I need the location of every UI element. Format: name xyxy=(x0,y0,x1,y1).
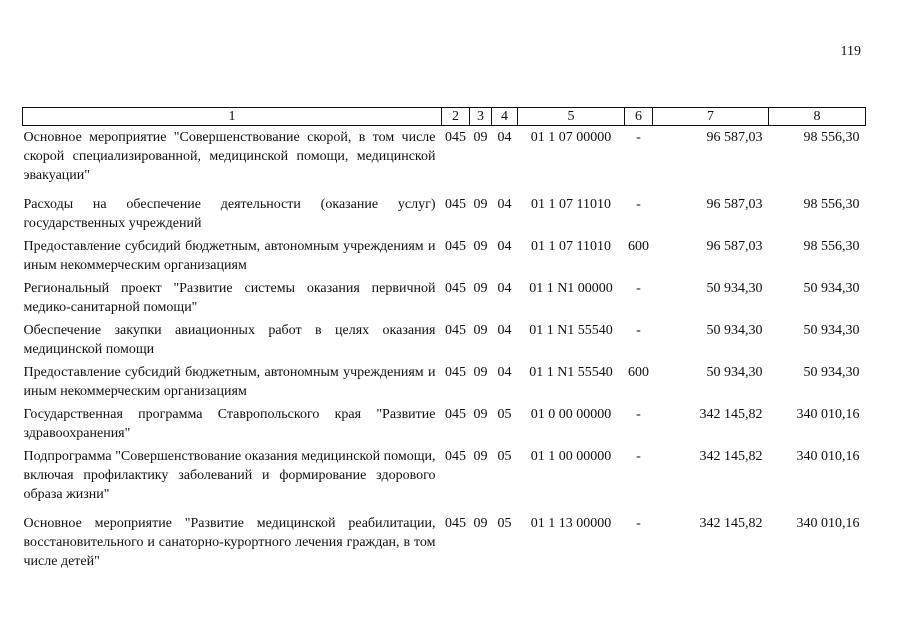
row-expense-type: - xyxy=(636,281,641,296)
table-row xyxy=(23,445,866,512)
row-amount-8: 340 010,16 xyxy=(796,449,860,464)
row-subsection: 04 xyxy=(497,239,512,254)
row-target: 01 0 00 00000 xyxy=(530,407,612,422)
row-name: Основное мероприятие "Развитие медицинской реабилитации, восстановительного и санаторно-курортного лечения граждан, в том числе детей" xyxy=(23,516,436,569)
row-ministry: 045 xyxy=(445,281,466,296)
row-amount-7: 50 934,30 xyxy=(706,323,763,338)
row-ministry: 045 xyxy=(445,407,466,422)
header-col-1: 1 xyxy=(23,108,442,126)
row-expense-type: - xyxy=(636,407,641,422)
row-amount-7: 342 145,82 xyxy=(699,516,763,531)
row-expense-type: 600 xyxy=(628,365,649,380)
table-row xyxy=(23,512,866,573)
row-amount-7: 50 934,30 xyxy=(706,281,763,296)
row-section: 09 xyxy=(473,407,488,422)
row-target: 01 1 N1 00000 xyxy=(529,281,613,296)
row-amount-7: 96 587,03 xyxy=(706,130,763,145)
header-col-7: 7 xyxy=(653,108,769,126)
table-row xyxy=(23,361,866,403)
row-subsection: 04 xyxy=(497,197,512,212)
table-row xyxy=(23,235,866,277)
row-subsection: 05 xyxy=(497,407,512,422)
row-subsection: 04 xyxy=(497,365,512,380)
row-amount-7: 342 145,82 xyxy=(699,449,763,464)
table-row xyxy=(23,193,866,235)
row-amount-7: 342 145,82 xyxy=(699,407,763,422)
row-name: Предоставление субсидий бюджетным, автономным учреждениям и иным некоммерческим организациям xyxy=(23,365,436,399)
row-amount-7: 96 587,03 xyxy=(706,239,763,254)
row-target: 01 1 00 00000 xyxy=(530,449,612,464)
row-amount-8: 50 934,30 xyxy=(803,323,860,338)
row-ministry: 045 xyxy=(445,323,466,338)
header-col-2: 2 xyxy=(442,108,470,126)
row-target: 01 1 07 11010 xyxy=(531,239,611,254)
row-name: Расходы на обеспечение деятельности (оказание услуг) государственных учреждений xyxy=(23,197,436,231)
row-amount-8: 98 556,30 xyxy=(803,197,860,212)
row-expense-type: - xyxy=(636,197,641,212)
row-amount-8: 50 934,30 xyxy=(803,281,860,296)
row-target: 01 1 N1 55540 xyxy=(529,323,613,338)
row-ministry: 045 xyxy=(445,449,466,464)
row-section: 09 xyxy=(473,281,488,296)
row-amount-8: 340 010,16 xyxy=(796,407,860,422)
row-name: Обеспечение закупки авиационных работ в целях оказания медицинской помощи xyxy=(23,323,436,357)
row-section: 09 xyxy=(473,323,488,338)
row-section: 09 xyxy=(473,449,488,464)
header-col-4: 4 xyxy=(492,108,518,126)
row-ministry: 045 xyxy=(445,197,466,212)
budget-table xyxy=(22,107,866,573)
row-amount-7: 96 587,03 xyxy=(706,197,763,212)
row-expense-type: - xyxy=(636,516,641,531)
header-col-3: 3 xyxy=(470,108,492,126)
row-name: Основное мероприятие "Совершенствование скорой, в том числе скорой специализированной, медицинской помощи, медицинской эвакуации" xyxy=(23,130,436,183)
row-target: 01 1 07 11010 xyxy=(531,197,611,212)
row-ministry: 045 xyxy=(445,516,466,531)
table-row xyxy=(23,126,866,194)
row-section: 09 xyxy=(473,130,488,145)
row-subsection: 04 xyxy=(497,130,512,145)
row-target: 01 1 13 00000 xyxy=(530,516,612,531)
page-number: 119 xyxy=(840,44,861,59)
row-section: 09 xyxy=(473,239,488,254)
row-section: 09 xyxy=(473,516,488,531)
row-target: 01 1 07 00000 xyxy=(530,130,612,145)
row-expense-type: - xyxy=(636,323,641,338)
row-subsection: 04 xyxy=(497,281,512,296)
header-col-5: 5 xyxy=(518,108,625,126)
table-row xyxy=(23,403,866,445)
row-amount-8: 50 934,30 xyxy=(803,365,860,380)
row-ministry: 045 xyxy=(445,130,466,145)
row-target: 01 1 N1 55540 xyxy=(529,365,613,380)
row-ministry: 045 xyxy=(445,365,466,380)
row-amount-7: 50 934,30 xyxy=(706,365,763,380)
row-expense-type: 600 xyxy=(628,239,649,254)
header-col-6: 6 xyxy=(625,108,653,126)
row-name: Государственная программа Ставропольского края "Развитие здравоохранения" xyxy=(23,407,436,441)
row-name: Предоставление субсидий бюджетным, автономным учреждениям и иным некоммерческим организациям xyxy=(23,239,436,273)
row-section: 09 xyxy=(473,197,488,212)
row-amount-8: 98 556,30 xyxy=(803,130,860,145)
row-amount-8: 98 556,30 xyxy=(803,239,860,254)
row-subsection: 04 xyxy=(497,323,512,338)
row-ministry: 045 xyxy=(445,239,466,254)
table-row xyxy=(23,319,866,361)
row-section: 09 xyxy=(473,365,488,380)
header-col-8: 8 xyxy=(769,108,866,126)
row-subsection: 05 xyxy=(497,516,512,531)
row-expense-type: - xyxy=(636,449,641,464)
row-subsection: 05 xyxy=(497,449,512,464)
header-row xyxy=(23,108,866,126)
row-name: Подпрограмма "Совершенствование оказания медицинской помощи, включая профилактику заболеваний и формирование здорового образа жизни" xyxy=(23,449,436,502)
row-name: Региональный проект "Развитие системы оказания первичной медико-санитарной помощи" xyxy=(23,281,436,315)
row-expense-type: - xyxy=(636,130,641,145)
row-amount-8: 340 010,16 xyxy=(796,516,860,531)
table-row xyxy=(23,277,866,319)
